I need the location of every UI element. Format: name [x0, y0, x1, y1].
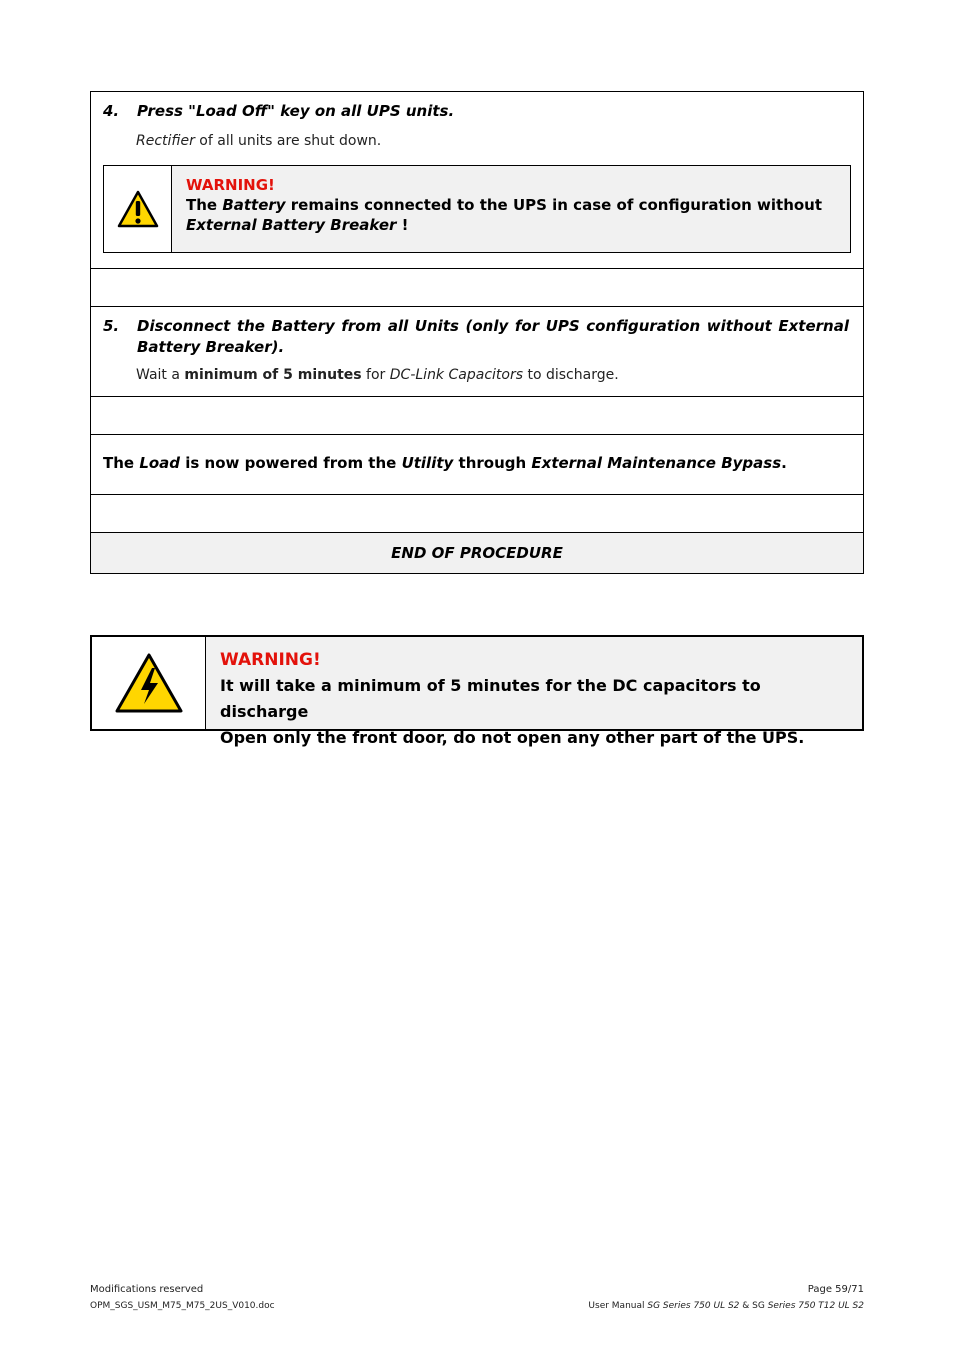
note-italic: Rectifier — [136, 133, 195, 149]
warning-text-part: remains connected to the UPS in case of configuration without — [285, 196, 823, 214]
result-text — [103, 454, 787, 472]
warning-label: WARNING! — [220, 650, 321, 670]
result-part: through — [453, 454, 532, 472]
step-5-title — [103, 316, 849, 358]
warning-text-part: The — [186, 196, 223, 214]
battery-warning-box — [103, 165, 851, 253]
footer-manual-title — [588, 1301, 864, 1311]
step-5-note — [136, 367, 619, 383]
spacer-row — [91, 495, 863, 533]
note-text: for — [361, 367, 390, 383]
warning-line-1: It will take a minimum of 5 minutes for the DC capacitors to discharge — [220, 676, 761, 721]
exclamation-triangle-icon — [117, 190, 159, 228]
result-italic: External Maintenance Bypass — [531, 454, 782, 472]
result-part: . — [781, 454, 787, 472]
footer-part: & SG — [739, 1301, 768, 1311]
spacer-row — [91, 269, 863, 307]
note-italic: DC-Link Capacitors — [389, 367, 524, 383]
warning-text-part: ! — [396, 216, 409, 234]
footer-italic: Series 750 T12 UL S2 — [767, 1301, 864, 1311]
result-italic: Load — [139, 454, 181, 472]
result-row — [91, 435, 863, 495]
result-part: is now powered from the — [180, 454, 402, 472]
step-number: 5. — [103, 317, 120, 335]
footer-doc-name: OPM_SGS_USM_M75_M75_2US_V010.doc — [90, 1301, 275, 1311]
result-part: The — [103, 454, 140, 472]
warning-text-italic: Battery — [222, 196, 286, 214]
note-text: to discharge. — [523, 367, 619, 383]
high-voltage-triangle-icon — [114, 652, 184, 714]
note-text: Wait a — [136, 367, 185, 383]
footer-page-number: Page 59/71 — [807, 1284, 864, 1295]
warning-icon-cell — [104, 166, 172, 252]
warning-label: WARNING! — [186, 176, 275, 194]
step-title-text: Disconnect the Battery from all Units (only for UPS configuration without External Battery Breaker). — [137, 317, 849, 356]
warning-message — [186, 195, 838, 235]
warning-line-2: Open only the front door, do not open any other part of the UPS. — [220, 728, 805, 747]
warning-text-cell — [206, 637, 862, 747]
footer-part: User Manual — [588, 1301, 648, 1311]
step-number: 4. — [103, 102, 120, 120]
step-4-note — [136, 133, 381, 149]
step-5-row — [91, 307, 863, 397]
footer-modifications: Modifications reserved — [90, 1284, 204, 1295]
warning-text-cell — [172, 166, 850, 252]
procedure-table — [90, 91, 864, 574]
step-4-title — [103, 102, 454, 120]
warning-text-italic: External Battery Breaker — [186, 216, 397, 234]
result-italic: Utility — [401, 454, 454, 472]
dc-capacitor-warning-box — [90, 635, 864, 747]
end-of-procedure: END OF PROCEDURE — [91, 533, 863, 573]
spacer-row — [91, 397, 863, 435]
note-bold: minimum of 5 minutes — [184, 367, 362, 383]
note-text: of all units are shut down. — [194, 133, 382, 149]
step-4-row — [91, 92, 863, 269]
footer-italic: SG Series 750 UL S2 — [647, 1301, 740, 1311]
step-title-text: Press "Load Off" key on all UPS units. — [137, 102, 455, 120]
warning-icon-cell — [92, 637, 206, 729]
